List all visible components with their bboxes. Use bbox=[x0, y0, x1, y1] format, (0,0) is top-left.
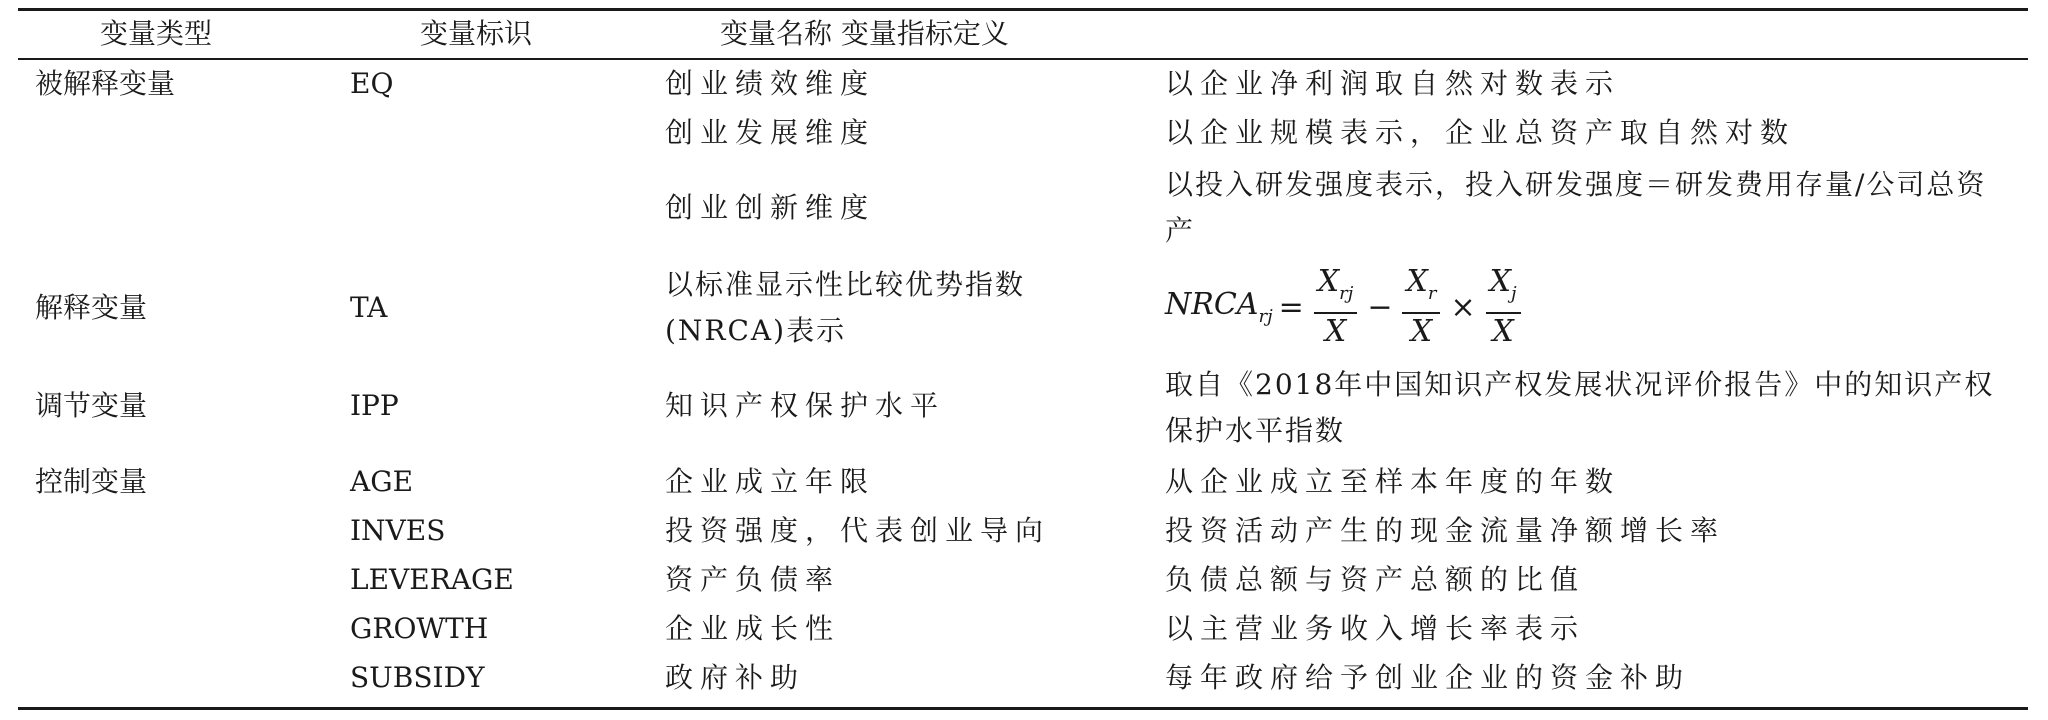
row-innovation-name: 创业创新维度 bbox=[665, 191, 876, 224]
table-header-rule bbox=[18, 58, 2028, 60]
row-innovation-definition: 以投入研发强度表示，投入研发强度＝研发费用存量/公司总资产 bbox=[1165, 168, 1987, 247]
header-variable-symbol: 变量标识 bbox=[420, 17, 533, 50]
formula-times: × bbox=[1450, 289, 1476, 325]
fraction-2-numerator-subscript: r bbox=[1427, 283, 1437, 304]
row-age-name: 企业成立年限 bbox=[665, 465, 876, 498]
fraction-2-denominator: X bbox=[1410, 314, 1433, 349]
formula-fraction-1 bbox=[1314, 266, 1358, 348]
row-control-type: 控制变量 bbox=[35, 465, 148, 498]
row-nrca-name: 以标准显示性比较优势指数(NRCA)表示 bbox=[665, 268, 1026, 347]
row-inves-definition: 投资活动产生的现金流量净额增长率 bbox=[1165, 514, 1726, 547]
row-inves-name: 投资强度，代表创业导向 bbox=[665, 514, 1051, 547]
row-leverage-symbol: LEVERAGE bbox=[350, 563, 514, 596]
fraction-2-numerator: X bbox=[1406, 264, 1428, 299]
row-moderator-type: 调节变量 bbox=[35, 389, 148, 422]
formula-minus: − bbox=[1367, 289, 1393, 325]
fraction-3-numerator-subscript: j bbox=[1510, 283, 1517, 304]
row-growth-definition: 以主营业务收入增长率表示 bbox=[1165, 612, 1586, 645]
row-age-symbol: AGE bbox=[350, 465, 414, 498]
row-explanatory-type: 解释变量 bbox=[35, 291, 148, 324]
row-dependent-symbol: EQ bbox=[350, 67, 394, 100]
formula-lhs-symbol: NRCA bbox=[1165, 287, 1259, 322]
row-dependent-type: 被解释变量 bbox=[35, 67, 176, 100]
table-bottom-rule bbox=[18, 707, 2028, 710]
row-subsidy-definition: 每年政府给予创业企业的资金补助 bbox=[1165, 661, 1691, 694]
row-inves-symbol: INVES bbox=[350, 514, 446, 547]
formula-lhs bbox=[1165, 287, 1273, 327]
row-growth-name: 企业成长性 bbox=[665, 612, 841, 645]
row-development-definition: 以企业规模表示，企业总资产取自然对数 bbox=[1165, 116, 1796, 149]
fraction-1-numerator: X bbox=[1317, 264, 1340, 299]
table-top-rule bbox=[18, 8, 2028, 11]
header-variable-type: 变量类型 bbox=[100, 17, 213, 50]
fraction-3-denominator: X bbox=[1492, 314, 1514, 349]
row-moderator-symbol: IPP bbox=[350, 389, 399, 422]
row-leverage-definition: 负债总额与资产总额的比值 bbox=[1165, 563, 1586, 596]
row-performance-name: 创业绩效维度 bbox=[665, 67, 876, 100]
row-development-name: 创业发展维度 bbox=[665, 116, 876, 149]
fraction-1-denominator: X bbox=[1324, 314, 1347, 349]
formula-lhs-subscript: rj bbox=[1258, 306, 1273, 327]
row-explanatory-symbol: TA bbox=[350, 291, 388, 324]
row-subsidy-name: 政府补助 bbox=[665, 661, 806, 694]
row-performance-definition: 以企业净利润取自然对数表示 bbox=[1165, 67, 1621, 100]
row-ipp-name: 知识产权保护水平 bbox=[665, 389, 946, 422]
nrca-formula bbox=[1165, 262, 1525, 352]
formula-fraction-3 bbox=[1486, 266, 1521, 348]
row-leverage-name: 资产负债率 bbox=[665, 563, 841, 596]
formula-fraction-2 bbox=[1402, 266, 1440, 348]
formula-equals: = bbox=[1278, 289, 1304, 325]
row-growth-symbol: GROWTH bbox=[350, 612, 489, 645]
fraction-3-numerator: X bbox=[1489, 264, 1511, 299]
row-subsidy-symbol: SUBSIDY bbox=[350, 661, 485, 694]
fraction-1-numerator-subscript: rj bbox=[1339, 283, 1354, 304]
row-ipp-definition: 取自《2018年中国知识产权发展状况评价报告》中的知识产权保护水平指数 bbox=[1165, 368, 1995, 447]
row-age-definition: 从企业成立至样本年度的年数 bbox=[1165, 465, 1621, 498]
header-variable-name-definition: 变量名称 变量指标定义 bbox=[720, 17, 1009, 50]
